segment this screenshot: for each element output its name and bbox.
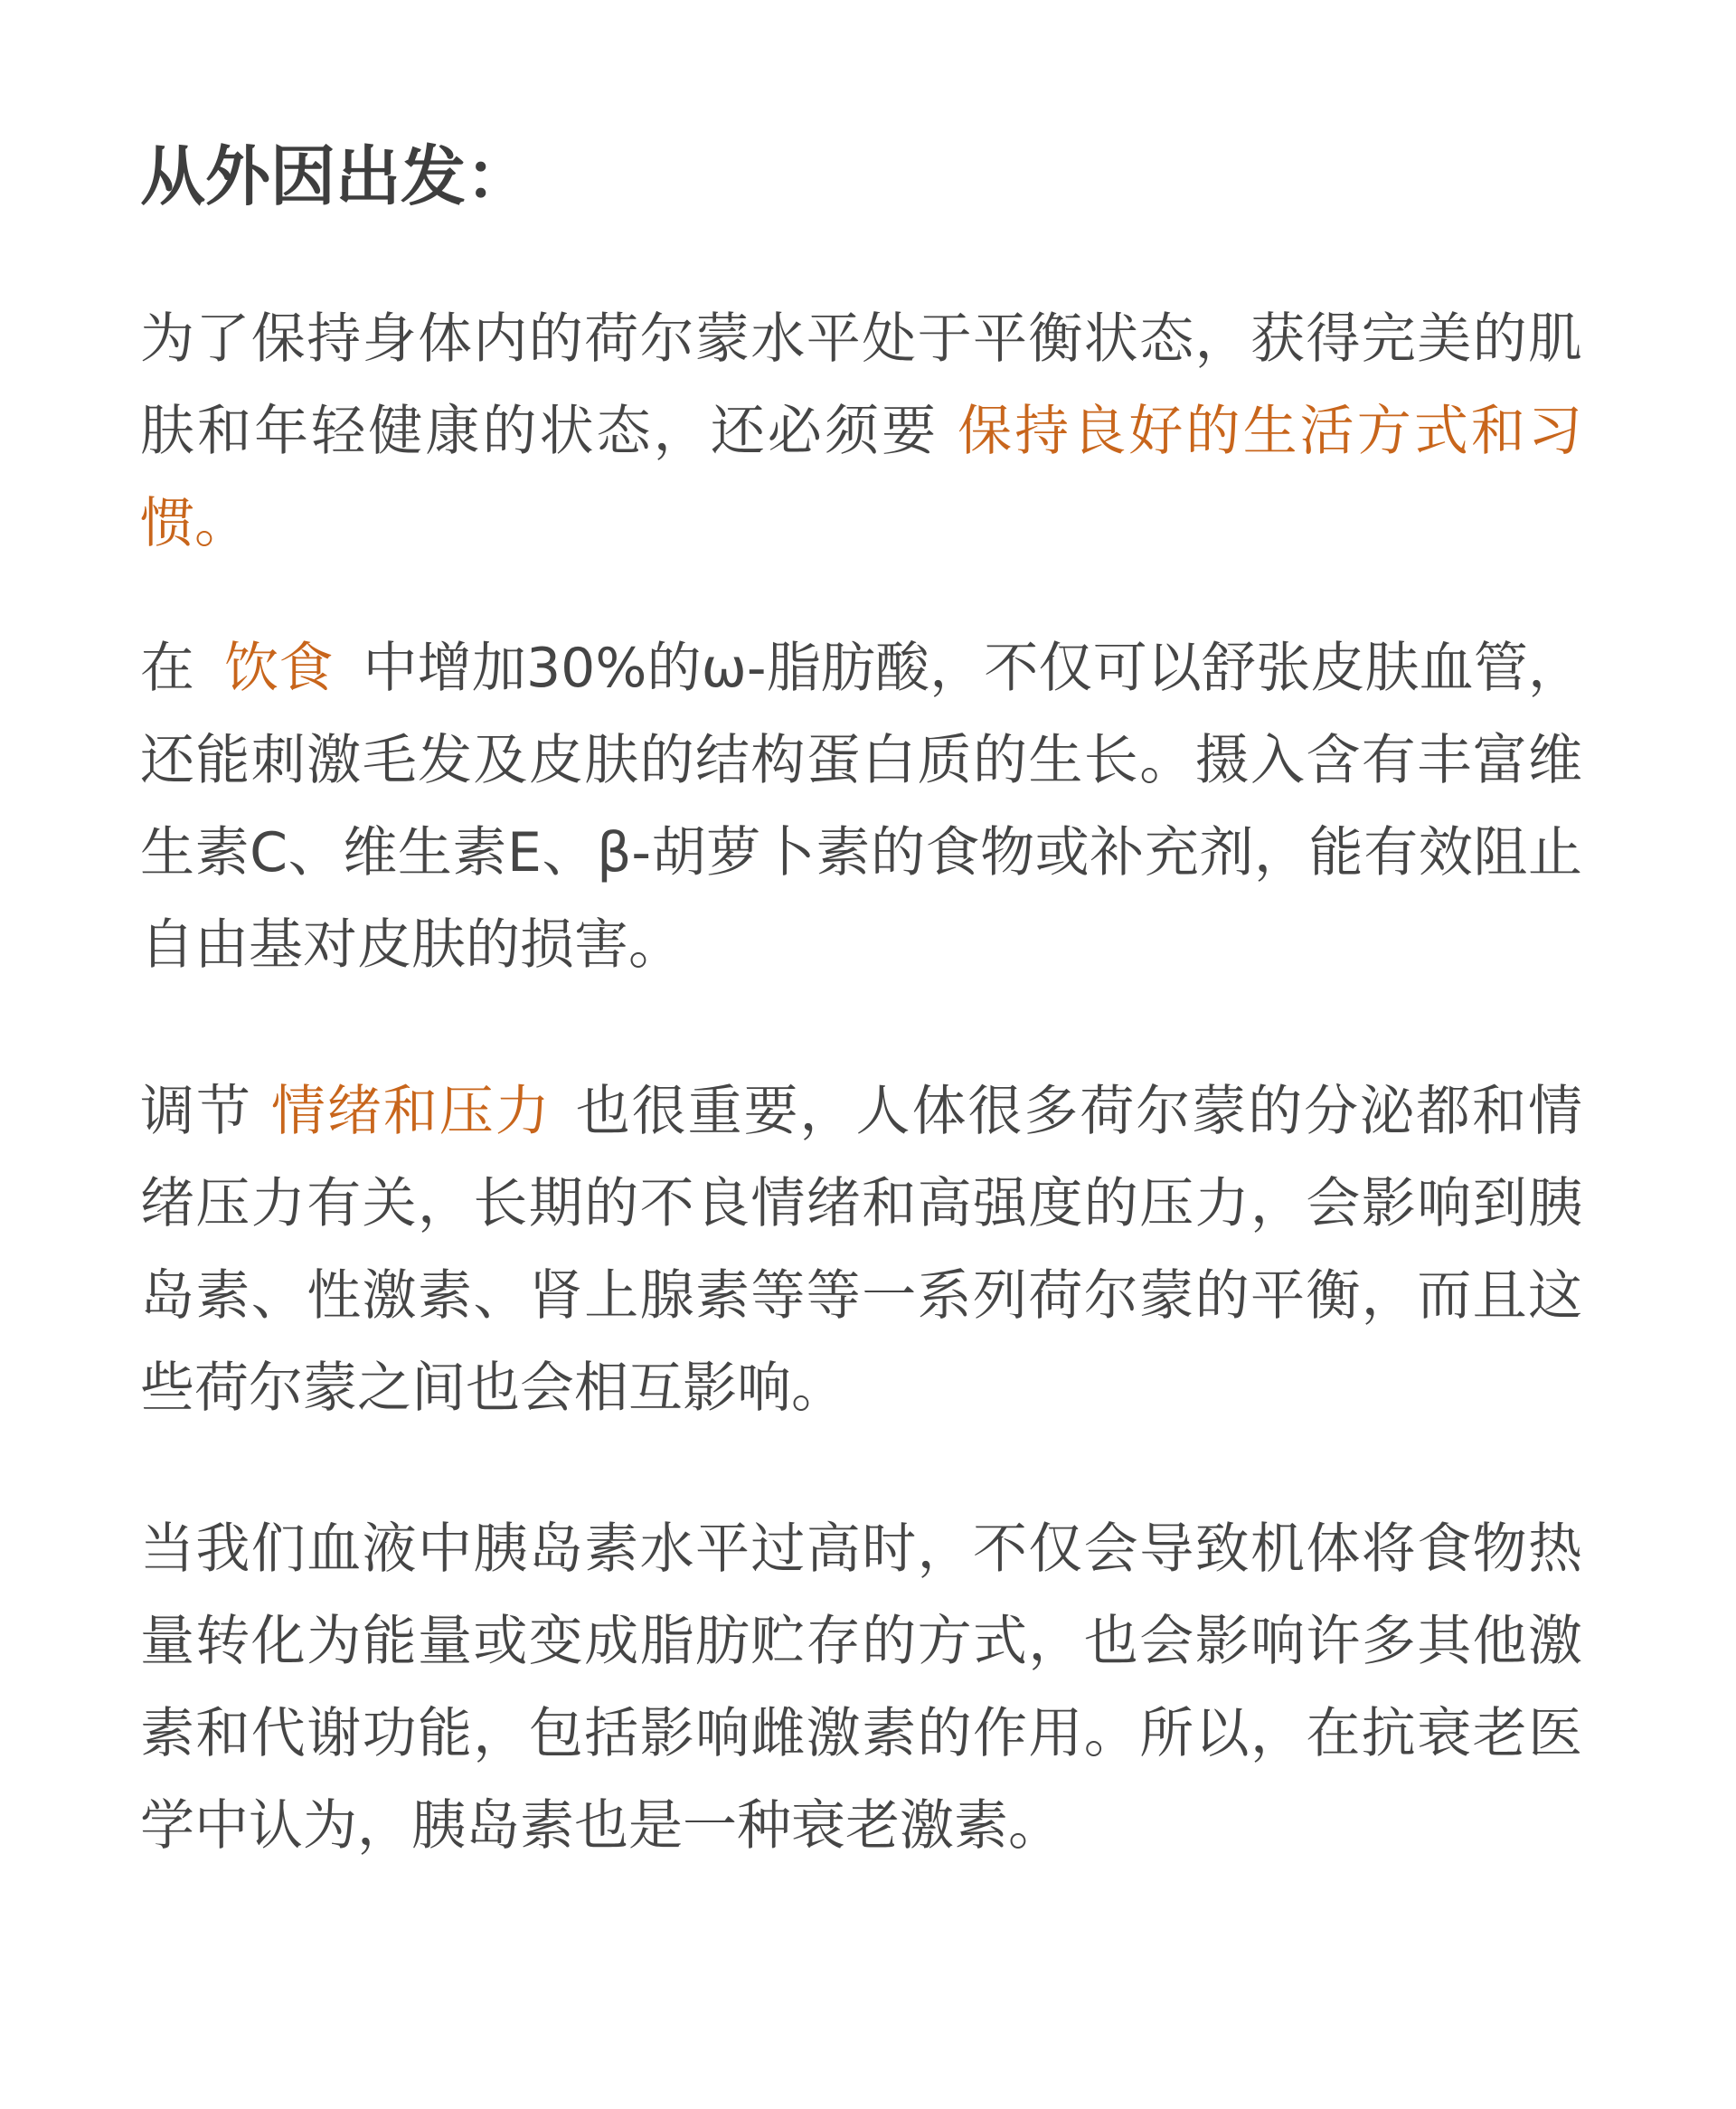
highlight-lifestyle: 保持良好的生活方式和习惯。: [140, 400, 1583, 555]
paragraph-emotion: [140, 1065, 1582, 1434]
highlight-emotion: 情绪和压力: [270, 1080, 552, 1143]
paragraph-text: 为了保持身体内的荷尔蒙水平处于平衡状态，获得完美的肌肤和年轻健康的状态，还必须要: [140, 307, 1582, 463]
paragraph-text: 当我们血液中胰岛素水平过高时，不仅会导致机体将食物热量转化为能量或变成脂肪贮存的方式，也会影响许多其他激素和代谢功能，包括影响雌激素的作用。所以，在抗衰老医学中认为，胰岛素也是一种衰老激素。: [140, 1518, 1582, 1858]
paragraph-prefix: 调节: [140, 1080, 252, 1143]
paragraph-lifestyle: [140, 293, 1582, 570]
section-heading: 从外因出发：: [140, 138, 532, 214]
paragraph-insulin: [140, 1503, 1582, 1872]
paragraph-text: 也很重要，人体很多荷尔蒙的分泌都和情绪压力有关，长期的不良情绪和高强度的压力，会影响到胰岛素、性激素、肾上腺素等等一系列荷尔蒙的平衡，而且这些荷尔蒙之间也会相互影响。: [140, 1080, 1583, 1420]
paragraph-text: 中增加30%的ω-脂肪酸，不仅可以舒张皮肤血管，还能刺激毛发及皮肤的结构蛋白质的生长。摄入含有丰富维生素C、维生素E、β-胡萝卜素的食物或补充剂，能有效阻止自由基对皮肤的损害。: [140, 637, 1582, 977]
paragraph-diet: [140, 622, 1582, 991]
paragraph-prefix: 在: [140, 637, 195, 700]
highlight-diet: 饮食: [224, 637, 334, 700]
